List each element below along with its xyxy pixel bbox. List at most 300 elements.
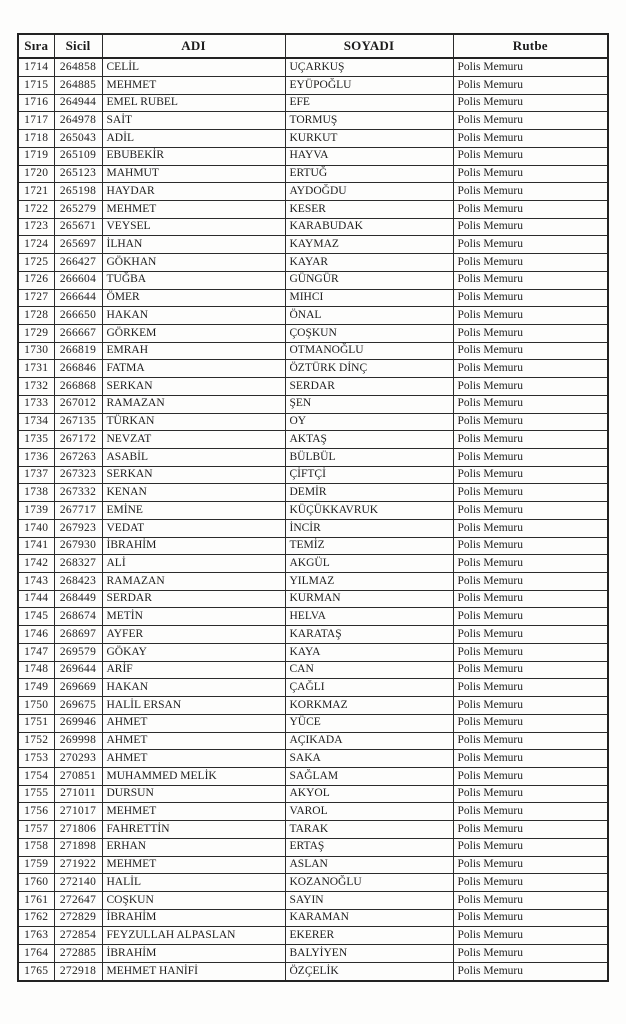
table-row [18,643,608,661]
cell-rutbe: Polis Memuru [453,537,608,555]
cell-adi: AYFER [102,626,285,644]
cell-sicil: 270293 [54,750,102,768]
cell-adi: MEHMET HANİFİ [102,962,285,981]
cell-rutbe: Polis Memuru [453,803,608,821]
cell-sira: 1743 [18,573,54,591]
cell-sira: 1716 [18,94,54,112]
cell-sira: 1717 [18,112,54,130]
cell-sira: 1726 [18,271,54,289]
table-row [18,431,608,449]
cell-rutbe: Polis Memuru [453,342,608,360]
cell-adi: VEDAT [102,519,285,537]
cell-sicil: 268674 [54,608,102,626]
cell-sira: 1720 [18,165,54,183]
table-row [18,236,608,254]
table-row [18,732,608,750]
cell-sicil: 271806 [54,821,102,839]
cell-soyadi: KAYMAZ [285,236,453,254]
cell-sicil: 266846 [54,360,102,378]
cell-rutbe: Polis Memuru [453,821,608,839]
cell-rutbe: Polis Memuru [453,874,608,892]
cell-soyadi: ÖZÇELİK [285,962,453,981]
cell-sicil: 268697 [54,626,102,644]
cell-sicil: 264885 [54,76,102,94]
table-row [18,413,608,431]
cell-rutbe: Polis Memuru [453,945,608,963]
cell-sicil: 265043 [54,130,102,148]
cell-rutbe: Polis Memuru [453,767,608,785]
header-row [18,34,608,58]
cell-rutbe: Polis Memuru [453,519,608,537]
cell-sicil: 272647 [54,891,102,909]
cell-soyadi: YÜCE [285,714,453,732]
cell-adi: METİN [102,608,285,626]
cell-soyadi: SAĞLAM [285,767,453,785]
cell-adi: EMRAH [102,342,285,360]
cell-sira: 1763 [18,927,54,945]
cell-sira: 1729 [18,324,54,342]
table-row [18,661,608,679]
cell-sira: 1762 [18,909,54,927]
cell-adi: İBRAHİM [102,909,285,927]
cell-adi: ASABİL [102,449,285,467]
cell-adi: FEYZULLAH ALPASLAN [102,927,285,945]
table-row [18,608,608,626]
table-row [18,271,608,289]
cell-rutbe: Polis Memuru [453,909,608,927]
cell-soyadi: TEMİZ [285,537,453,555]
cell-adi: HAKAN [102,679,285,697]
cell-adi: ARİF [102,661,285,679]
cell-sicil: 266427 [54,254,102,272]
cell-sira: 1747 [18,643,54,661]
cell-sira: 1714 [18,58,54,76]
cell-rutbe: Polis Memuru [453,147,608,165]
cell-rutbe: Polis Memuru [453,679,608,697]
cell-soyadi: EYÜPOĞLU [285,76,453,94]
table-row [18,626,608,644]
table-row [18,58,608,76]
table-row [18,147,608,165]
table-row [18,130,608,148]
table-row [18,378,608,396]
cell-sicil: 266819 [54,342,102,360]
cell-adi: CELİL [102,58,285,76]
table-row [18,307,608,325]
table-row [18,590,608,608]
cell-sira: 1718 [18,130,54,148]
cell-rutbe: Polis Memuru [453,324,608,342]
cell-sicil: 267923 [54,519,102,537]
cell-rutbe: Polis Memuru [453,927,608,945]
table-row [18,785,608,803]
table-row [18,891,608,909]
cell-sicil: 272918 [54,962,102,981]
cell-adi: EMEL RUBEL [102,94,285,112]
cell-sicil: 264944 [54,94,102,112]
cell-soyadi: ERTAŞ [285,838,453,856]
cell-soyadi: ÇAĞLI [285,679,453,697]
cell-sicil: 265279 [54,200,102,218]
cell-adi: DURSUN [102,785,285,803]
cell-sira: 1715 [18,76,54,94]
cell-rutbe: Polis Memuru [453,431,608,449]
cell-adi: RAMAZAN [102,573,285,591]
cell-adi: SERDAR [102,590,285,608]
table-row [18,502,608,520]
table-row [18,945,608,963]
column-header-adi: ADI [102,34,285,58]
table-row [18,484,608,502]
cell-sira: 1751 [18,714,54,732]
cell-sicil: 266604 [54,271,102,289]
cell-soyadi: AKGÜL [285,555,453,573]
cell-adi: NEVZAT [102,431,285,449]
table-row [18,750,608,768]
cell-sira: 1722 [18,200,54,218]
table-row [18,254,608,272]
cell-sira: 1730 [18,342,54,360]
table-row [18,555,608,573]
cell-sira: 1728 [18,307,54,325]
cell-soyadi: AKYOL [285,785,453,803]
table-row [18,200,608,218]
cell-rutbe: Polis Memuru [453,697,608,715]
cell-sira: 1750 [18,697,54,715]
cell-soyadi: KAYA [285,643,453,661]
cell-rutbe: Polis Memuru [453,183,608,201]
cell-sicil: 269669 [54,679,102,697]
table-row [18,183,608,201]
cell-rutbe: Polis Memuru [453,502,608,520]
cell-sicil: 265697 [54,236,102,254]
cell-sicil: 269675 [54,697,102,715]
table-row [18,909,608,927]
cell-rutbe: Polis Memuru [453,360,608,378]
cell-rutbe: Polis Memuru [453,608,608,626]
cell-soyadi: ÖNAL [285,307,453,325]
cell-sira: 1758 [18,838,54,856]
cell-soyadi: ERTUĞ [285,165,453,183]
cell-sicil: 271898 [54,838,102,856]
cell-sicil: 272140 [54,874,102,892]
personnel-table [17,33,609,982]
cell-rutbe: Polis Memuru [453,891,608,909]
cell-sira: 1727 [18,289,54,307]
cell-soyadi: SAYIN [285,891,453,909]
cell-soyadi: BALYİYEN [285,945,453,963]
cell-soyadi: KORKMAZ [285,697,453,715]
cell-sicil: 265109 [54,147,102,165]
table-row [18,449,608,467]
cell-soyadi: İNCİR [285,519,453,537]
cell-sira: 1749 [18,679,54,697]
cell-sicil: 268327 [54,555,102,573]
cell-rutbe: Polis Memuru [453,484,608,502]
cell-sicil: 271017 [54,803,102,821]
cell-adi: GÖKAY [102,643,285,661]
cell-rutbe: Polis Memuru [453,590,608,608]
cell-sicil: 264978 [54,112,102,130]
cell-rutbe: Polis Memuru [453,856,608,874]
cell-adi: GÖKHAN [102,254,285,272]
cell-adi: AHMET [102,714,285,732]
table-row [18,395,608,413]
cell-rutbe: Polis Memuru [453,200,608,218]
table-row [18,838,608,856]
cell-rutbe: Polis Memuru [453,750,608,768]
cell-rutbe: Polis Memuru [453,395,608,413]
cell-sicil: 265198 [54,183,102,201]
cell-rutbe: Polis Memuru [453,838,608,856]
cell-soyadi: ÇOŞKUN [285,324,453,342]
cell-rutbe: Polis Memuru [453,289,608,307]
cell-soyadi: TORMUŞ [285,112,453,130]
table-row [18,218,608,236]
cell-soyadi: UÇARKUŞ [285,58,453,76]
cell-sira: 1759 [18,856,54,874]
cell-sira: 1733 [18,395,54,413]
cell-rutbe: Polis Memuru [453,94,608,112]
cell-rutbe: Polis Memuru [453,643,608,661]
table-row [18,537,608,555]
cell-adi: MAHMUT [102,165,285,183]
cell-rutbe: Polis Memuru [453,165,608,183]
table-row [18,360,608,378]
cell-sicil: 267717 [54,502,102,520]
cell-sicil: 267012 [54,395,102,413]
cell-sira: 1723 [18,218,54,236]
cell-rutbe: Polis Memuru [453,573,608,591]
cell-sira: 1735 [18,431,54,449]
cell-rutbe: Polis Memuru [453,449,608,467]
cell-adi: FAHRETTİN [102,821,285,839]
cell-adi: ERHAN [102,838,285,856]
table-row [18,342,608,360]
cell-soyadi: KOZANOĞLU [285,874,453,892]
column-header-sicil: Sicil [54,34,102,58]
cell-soyadi: GÜNGÜR [285,271,453,289]
table-row [18,324,608,342]
cell-sicil: 268449 [54,590,102,608]
cell-sicil: 267323 [54,466,102,484]
cell-adi: MEHMET [102,200,285,218]
cell-soyadi: DEMİR [285,484,453,502]
cell-sira: 1746 [18,626,54,644]
cell-sira: 1765 [18,962,54,981]
cell-rutbe: Polis Memuru [453,378,608,396]
column-header-sira: Sıra [18,34,54,58]
cell-soyadi: HELVA [285,608,453,626]
cell-soyadi: YILMAZ [285,573,453,591]
table-row [18,821,608,839]
cell-sira: 1737 [18,466,54,484]
cell-sicil: 266650 [54,307,102,325]
cell-rutbe: Polis Memuru [453,714,608,732]
cell-adi: MUHAMMED MELİK [102,767,285,785]
cell-adi: SERKAN [102,378,285,396]
cell-sira: 1752 [18,732,54,750]
cell-adi: HALİL [102,874,285,892]
cell-adi: KENAN [102,484,285,502]
table-row [18,165,608,183]
table-row [18,856,608,874]
cell-sicil: 266644 [54,289,102,307]
cell-adi: SERKAN [102,466,285,484]
cell-soyadi: SERDAR [285,378,453,396]
table-row [18,289,608,307]
cell-rutbe: Polis Memuru [453,58,608,76]
cell-soyadi: VAROL [285,803,453,821]
table-row [18,466,608,484]
cell-soyadi: ÖZTÜRK DİNÇ [285,360,453,378]
cell-rutbe: Polis Memuru [453,307,608,325]
table-row [18,573,608,591]
cell-sira: 1731 [18,360,54,378]
cell-sicil: 266868 [54,378,102,396]
cell-rutbe: Polis Memuru [453,732,608,750]
cell-rutbe: Polis Memuru [453,76,608,94]
cell-sicil: 267135 [54,413,102,431]
cell-soyadi: ÇİFTÇİ [285,466,453,484]
cell-sira: 1741 [18,537,54,555]
cell-adi: HAYDAR [102,183,285,201]
cell-sira: 1742 [18,555,54,573]
table-row [18,767,608,785]
cell-sicil: 272854 [54,927,102,945]
table-row [18,94,608,112]
cell-adi: MEHMET [102,856,285,874]
cell-sicil: 267172 [54,431,102,449]
column-header-rutbe: Rutbe [453,34,608,58]
cell-sira: 1761 [18,891,54,909]
cell-sira: 1738 [18,484,54,502]
cell-sira: 1756 [18,803,54,821]
cell-sira: 1760 [18,874,54,892]
cell-adi: ALİ [102,555,285,573]
cell-soyadi: KÜÇÜKKAVRUK [285,502,453,520]
cell-sira: 1734 [18,413,54,431]
cell-sira: 1754 [18,767,54,785]
cell-adi: ADİL [102,130,285,148]
cell-rutbe: Polis Memuru [453,785,608,803]
cell-sira: 1744 [18,590,54,608]
cell-rutbe: Polis Memuru [453,626,608,644]
cell-rutbe: Polis Memuru [453,112,608,130]
cell-adi: EMİNE [102,502,285,520]
cell-sicil: 267332 [54,484,102,502]
cell-sicil: 272885 [54,945,102,963]
table-row [18,679,608,697]
cell-sira: 1724 [18,236,54,254]
cell-adi: MEHMET [102,803,285,821]
cell-soyadi: AYDOĞDU [285,183,453,201]
cell-sira: 1732 [18,378,54,396]
table-row [18,112,608,130]
table-header [18,34,608,58]
cell-sira: 1721 [18,183,54,201]
cell-sicil: 269998 [54,732,102,750]
table-row [18,519,608,537]
cell-soyadi: OY [285,413,453,431]
column-header-soyadi: SOYADI [285,34,453,58]
cell-soyadi: AKTAŞ [285,431,453,449]
cell-sicil: 270851 [54,767,102,785]
cell-soyadi: KAYAR [285,254,453,272]
cell-adi: AHMET [102,750,285,768]
cell-sicil: 267930 [54,537,102,555]
cell-adi: GÖRKEM [102,324,285,342]
cell-adi: İLHAN [102,236,285,254]
cell-sicil: 264858 [54,58,102,76]
cell-soyadi: EKERER [285,927,453,945]
cell-soyadi: AÇIKADA [285,732,453,750]
cell-adi: TUĞBA [102,271,285,289]
cell-adi: COŞKUN [102,891,285,909]
cell-adi: VEYSEL [102,218,285,236]
cell-soyadi: EFE [285,94,453,112]
cell-soyadi: KURKUT [285,130,453,148]
table-body [18,58,608,981]
table-row [18,803,608,821]
table-row [18,962,608,981]
cell-adi: ÖMER [102,289,285,307]
cell-adi: MEHMET [102,76,285,94]
cell-soyadi: KARAMAN [285,909,453,927]
cell-soyadi: MIHCI [285,289,453,307]
cell-sicil: 272829 [54,909,102,927]
cell-sira: 1740 [18,519,54,537]
cell-adi: RAMAZAN [102,395,285,413]
cell-soyadi: OTMANOĞLU [285,342,453,360]
cell-soyadi: HAYVA [285,147,453,165]
cell-sicil: 269644 [54,661,102,679]
cell-sira: 1739 [18,502,54,520]
cell-adi: SAİT [102,112,285,130]
cell-rutbe: Polis Memuru [453,271,608,289]
cell-rutbe: Polis Memuru [453,413,608,431]
cell-sira: 1719 [18,147,54,165]
cell-sicil: 269579 [54,643,102,661]
cell-rutbe: Polis Memuru [453,962,608,981]
cell-adi: EBUBEKİR [102,147,285,165]
table-row [18,927,608,945]
cell-soyadi: TARAK [285,821,453,839]
cell-soyadi: ŞEN [285,395,453,413]
cell-rutbe: Polis Memuru [453,130,608,148]
cell-sira: 1745 [18,608,54,626]
cell-sira: 1753 [18,750,54,768]
cell-sira: 1725 [18,254,54,272]
cell-soyadi: CAN [285,661,453,679]
cell-soyadi: SAKA [285,750,453,768]
table-row [18,874,608,892]
cell-adi: HALİL ERSAN [102,697,285,715]
cell-sicil: 267263 [54,449,102,467]
cell-rutbe: Polis Memuru [453,661,608,679]
cell-soyadi: BÜLBÜL [285,449,453,467]
cell-soyadi: KURMAN [285,590,453,608]
cell-sira: 1755 [18,785,54,803]
cell-adi: AHMET [102,732,285,750]
cell-soyadi: KARATAŞ [285,626,453,644]
table-row [18,697,608,715]
cell-sicil: 266667 [54,324,102,342]
cell-sicil: 269946 [54,714,102,732]
cell-sicil: 265123 [54,165,102,183]
cell-sira: 1736 [18,449,54,467]
cell-adi: HAKAN [102,307,285,325]
